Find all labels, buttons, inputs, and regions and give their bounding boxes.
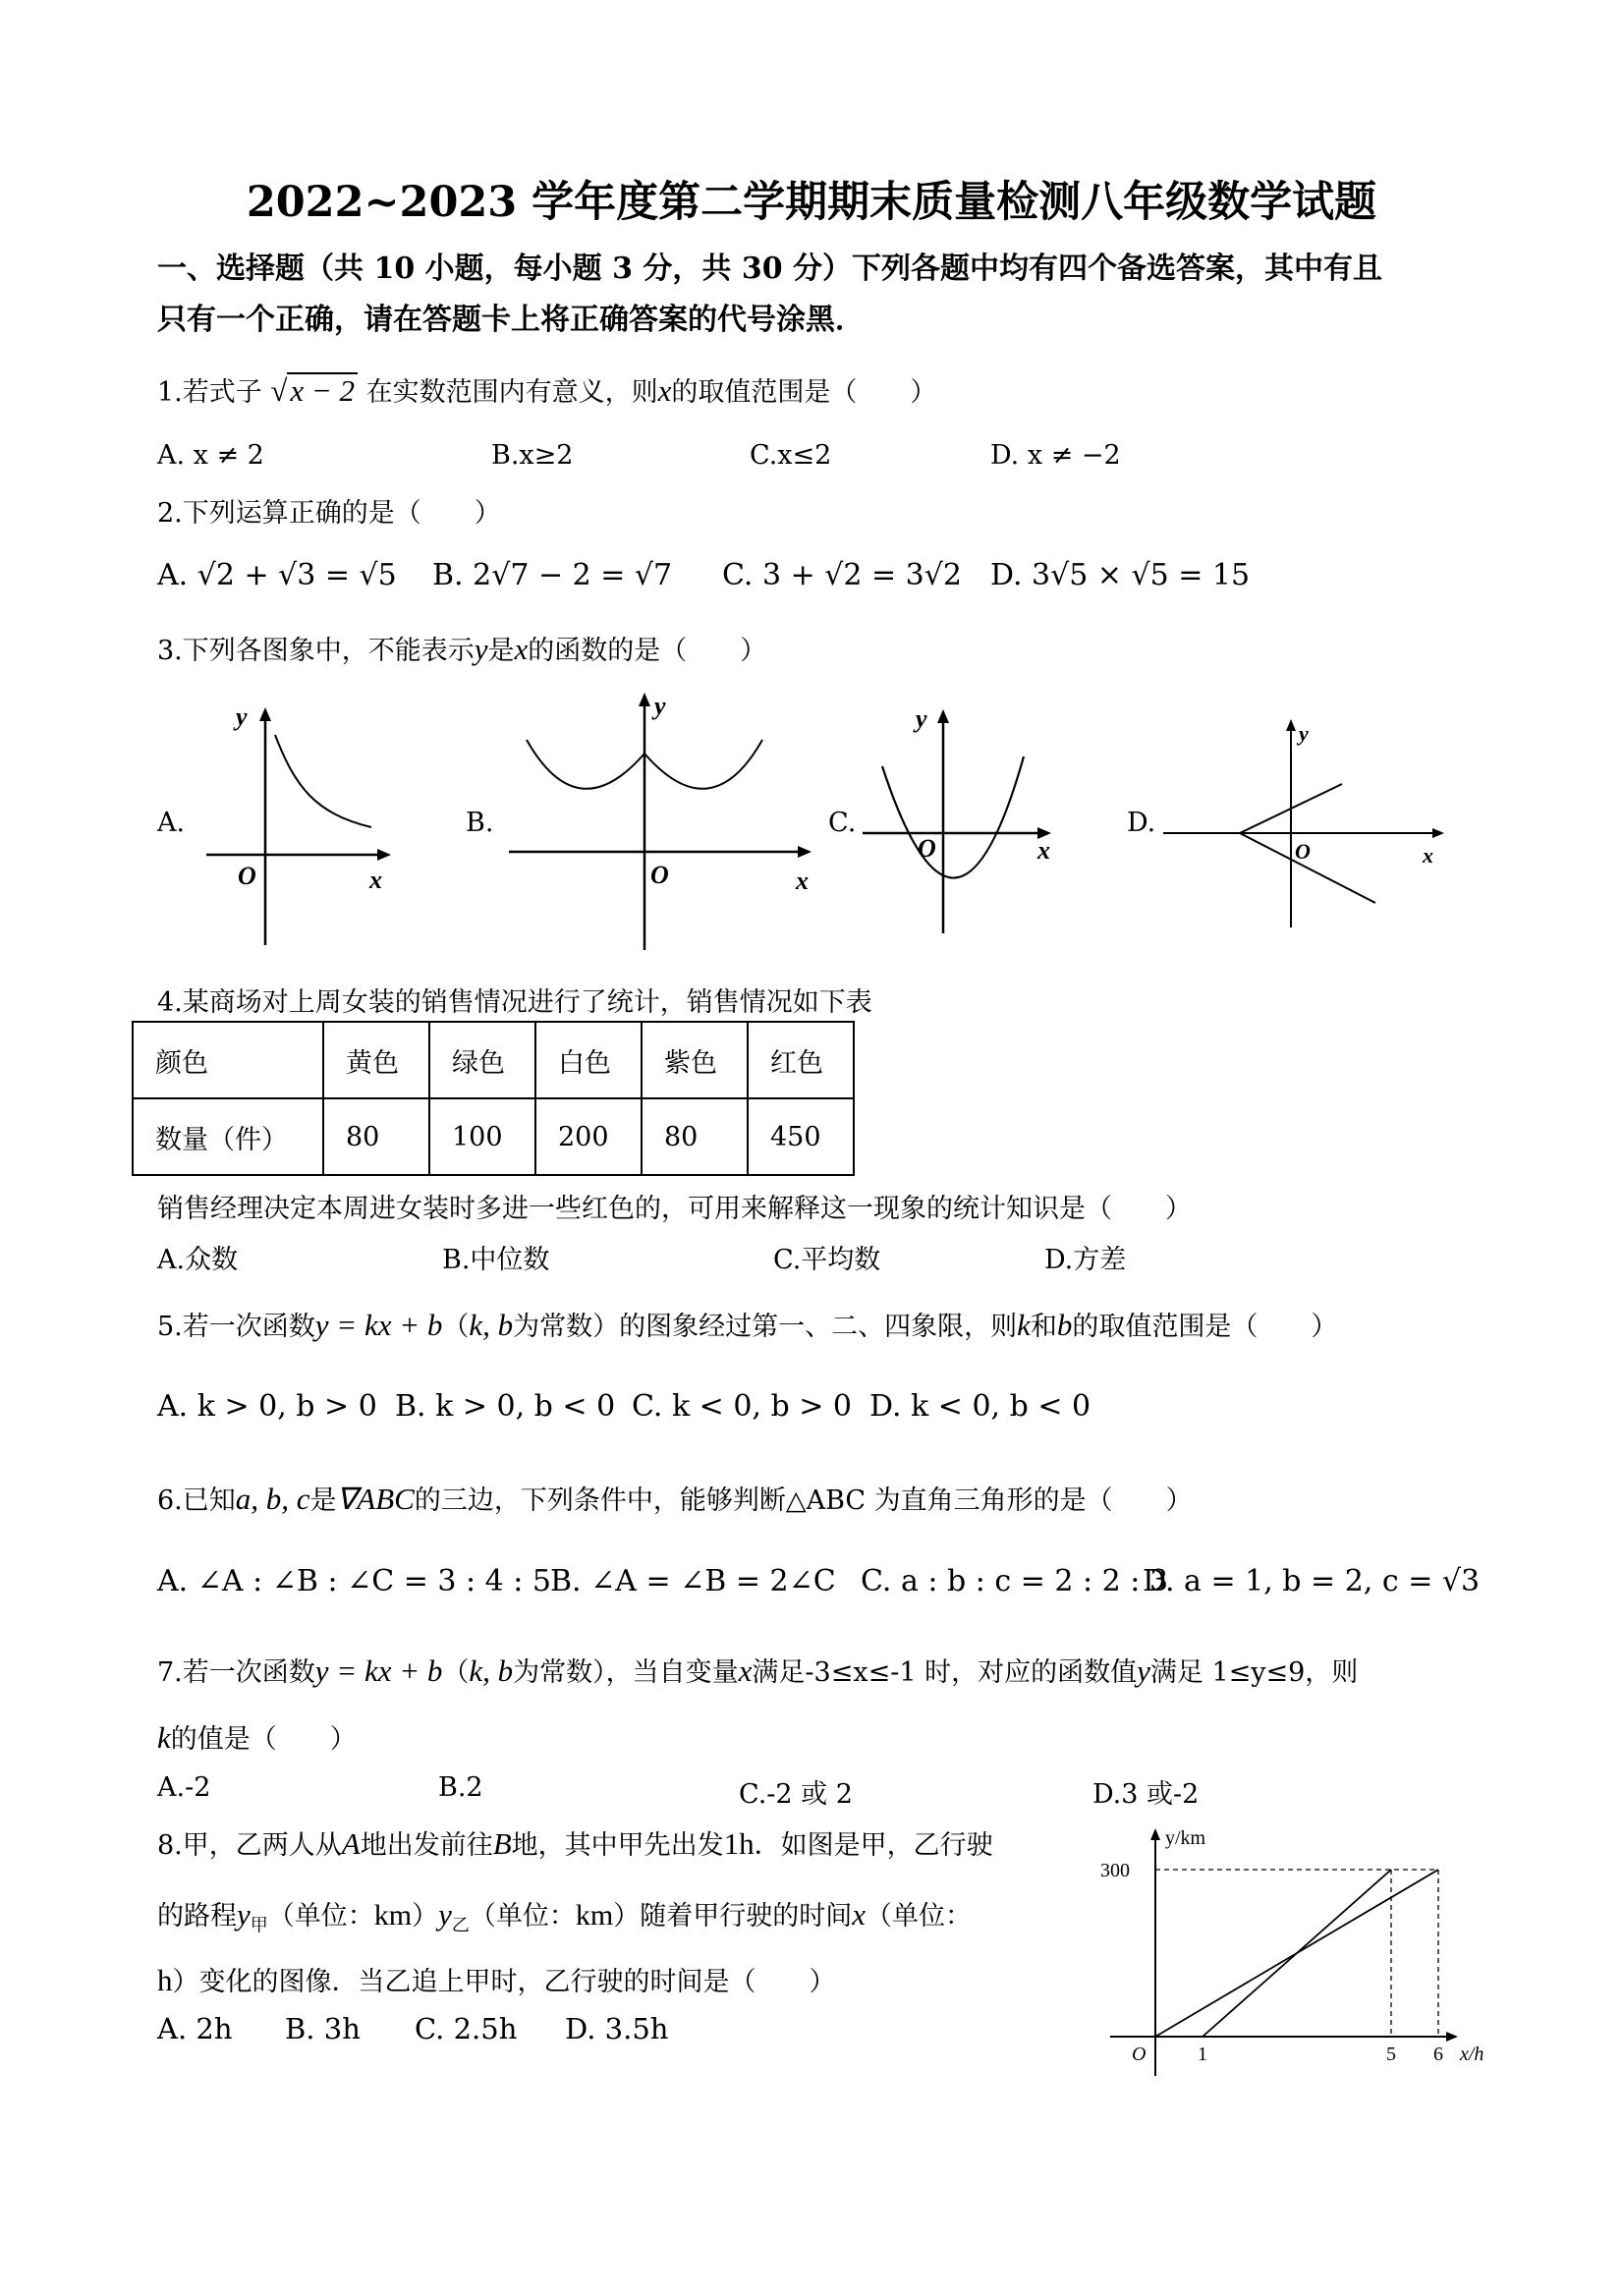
table-header-cell: 白色 [535, 1022, 642, 1098]
q8-option-b[interactable]: B. 3h [285, 2012, 361, 2045]
graph-b-y-label: y [654, 692, 666, 720]
graph-d [1159, 709, 1454, 931]
q6-option-d[interactable]: D. a = 1, b = 2, c = √3 [1143, 1564, 1481, 1598]
q8-option-d[interactable]: D. 3.5h [565, 2012, 669, 2045]
section-heading-line1: 一、选择题（共 10 小题，每小题 3 分，共 30 分）下列各题中均有四个备选答案，其中有且 [157, 252, 1383, 286]
q7-option-b[interactable]: B.2 [438, 1772, 483, 1803]
question-2-stem: 2.下列运算正确的是（ ） [157, 498, 501, 529]
graph-c-label[interactable]: C. [828, 808, 857, 838]
chart-plot-area [1100, 1827, 1483, 2076]
graph-d-y-label: y [1299, 721, 1309, 746]
q5-option-c[interactable]: C. k < 0, b > 0 [632, 1389, 853, 1424]
q7-option-d[interactable]: D.3 或-2 [1092, 1779, 1200, 1810]
question-4-follow: 销售经理决定本周进女装时多进一些红色的，可用来解释这一现象的统计知识是（ ） [157, 1194, 1192, 1224]
graph-b-curve-right [644, 740, 762, 789]
graph-d-origin: O [1295, 839, 1311, 864]
graph-b-x-arrow [798, 846, 812, 858]
graph-c-parabola [882, 756, 1024, 878]
graph-b-y-arrow [639, 693, 650, 706]
graph-a-x-arrow [377, 849, 391, 861]
question-5-stem: 5.若一次函数y = kx + b（k, b为常数）的图象经过第一、二、四象限，则k和b的取值范围是（ ） [157, 1308, 1338, 1342]
q6-option-a[interactable]: A. ∠A : ∠B : ∠C = 3 : 4 : 5 [157, 1564, 552, 1598]
x-tick-label: 6 [1433, 2044, 1443, 2065]
table-cell: 80 [642, 1098, 748, 1175]
graph-c [855, 700, 1071, 935]
q2-option-b[interactable]: B. 2√7 − 2 = √7 [432, 558, 673, 592]
series-line-2 [1203, 1870, 1391, 2037]
graph-c-y-arrow [937, 709, 949, 723]
question-8-line3: h）变化的图像．当乙追上甲时，乙行驶的时间是（ ） [157, 1963, 836, 1997]
sqrt-expression: √x − 2 [270, 373, 358, 409]
table-row [133, 1022, 854, 1098]
question-4-stem: 4.某商场对上周女装的销售情况进行了统计，销售情况如下表 [157, 987, 872, 1018]
question-7-line2: k的值是（ ） [157, 1720, 357, 1755]
graph-c-y-label: y [916, 704, 927, 733]
q1-option-a[interactable]: A. x ≠ 2 [157, 440, 264, 471]
q1-option-b[interactable]: B.x≥2 [491, 440, 574, 471]
table-cell: 80 [323, 1098, 429, 1175]
q6-option-c[interactable]: C. a : b : c = 2 : 2 : 3 [861, 1564, 1169, 1598]
question-3-stem: 3.下列各图象中，不能表示y是x的函数的是（ ） [157, 632, 767, 666]
q7-option-c[interactable]: C.-2 或 2 [739, 1779, 853, 1810]
section-heading-line2: 只有一个正确，请在答题卡上将正确答案的代号涂黑． [157, 303, 865, 337]
q4-option-c[interactable]: C.平均数 [773, 1245, 881, 1275]
table-header-cell: 颜色 [133, 1022, 323, 1098]
question-1-stem: 1.若式子 √x − 2 在实数范围内有意义，则x的取值范围是（ ） [157, 373, 937, 408]
graph-a [196, 698, 413, 953]
question-8-line1: 8.甲，乙两人从A地出发前往B地，其中甲先出发1h．如图是甲，乙行驶 [157, 1826, 993, 1861]
table-row [133, 1098, 854, 1175]
q5-option-b[interactable]: B. k > 0, b < 0 [395, 1389, 616, 1424]
y-axis-arrow [1150, 1828, 1160, 1840]
sales-table [132, 1021, 855, 1176]
question-8-line2: 的路程$y_甲$（单位：$km)y_乙$（单位：km）随着甲行驶的时间x（单位： [157, 1897, 972, 1936]
x-tick-label: 5 [1386, 2044, 1396, 2065]
graph-a-x-label: x [369, 866, 382, 894]
graph-b-origin: O [650, 861, 669, 889]
graph-c-origin: O [918, 834, 936, 863]
graph-a-y-label: y [236, 702, 248, 731]
q1-option-d[interactable]: D. x ≠ −2 [990, 440, 1121, 471]
table-cell: 数量（件） [133, 1098, 323, 1175]
q8-option-c[interactable]: C. 2.5h [415, 2012, 518, 2045]
table-header-cell: 紫色 [642, 1022, 748, 1098]
q5-option-d[interactable]: D. k < 0, b < 0 [869, 1389, 1091, 1424]
q7-option-a[interactable]: A.-2 [157, 1772, 211, 1803]
q1-option-c[interactable]: C.x≤2 [750, 440, 832, 471]
graph-a-curve [275, 735, 371, 827]
graph-b [501, 683, 815, 953]
graph-d-y-arrow [1286, 719, 1296, 731]
graph-b-x-label: x [796, 867, 809, 895]
q4-option-d[interactable]: D.方差 [1044, 1245, 1127, 1275]
origin-label: O [1132, 2044, 1147, 2065]
q2-option-a[interactable]: A. √2 + √3 = √5 [157, 558, 397, 592]
table-cell: 450 [748, 1098, 854, 1175]
graph-d-label[interactable]: D. [1127, 808, 1156, 838]
graph-b-label[interactable]: B. [466, 808, 494, 838]
graph-a-y-arrow [259, 707, 271, 721]
question-7-stem: 7.若一次函数y = kx + b（k, b为常数），当自变量x满足-3≤x≤-1 时，对应的函数值y满足 1≤y≤9，则 [157, 1653, 1359, 1688]
graph-d-x-arrow [1432, 828, 1444, 838]
q8-option-a[interactable]: A. 2h [157, 2012, 233, 2045]
q2-option-c[interactable]: C. 3 + √2 = 3√2 [722, 558, 962, 592]
x-axis-arrow [1446, 2032, 1458, 2042]
table-header-cell: 绿色 [429, 1022, 535, 1098]
q4-option-b[interactable]: B.中位数 [442, 1245, 550, 1275]
table-cell: 200 [535, 1098, 642, 1175]
graph-b-curve-left [527, 740, 644, 789]
table-cell: 100 [429, 1098, 535, 1175]
q5-option-a[interactable]: A. k > 0, b > 0 [157, 1389, 377, 1424]
x-axis-label: x/h [1460, 2044, 1484, 2065]
graph-c-x-label: x [1037, 836, 1050, 865]
y-axis-label: y/km [1165, 1827, 1206, 1849]
distance-time-chart [1091, 1822, 1513, 2088]
table-header-cell: 红色 [748, 1022, 854, 1098]
q2-option-d[interactable]: D. 3√5 × √5 = 15 [990, 558, 1251, 592]
graph-a-label[interactable]: A. [157, 808, 186, 838]
table-header-cell: 黄色 [323, 1022, 429, 1098]
q4-option-a[interactable]: A.众数 [157, 1245, 239, 1275]
graph-d-x-label: x [1423, 843, 1433, 868]
q6-option-b[interactable]: B. ∠A = ∠B = 2∠C [550, 1564, 836, 1598]
page-title: 2022~2023 学年度第二学期期末质量检测八年级数学试题 [246, 178, 1377, 227]
question-6-stem: 6.已知a, b, c是∇ABC的三边，下列条件中，能够判断△ABC 为直角三角形的是（ ） [157, 1482, 1193, 1516]
x-tick-label: 1 [1198, 2044, 1207, 2065]
graph-a-origin: O [238, 862, 256, 890]
y-tick-label: 300 [1100, 1860, 1130, 1881]
